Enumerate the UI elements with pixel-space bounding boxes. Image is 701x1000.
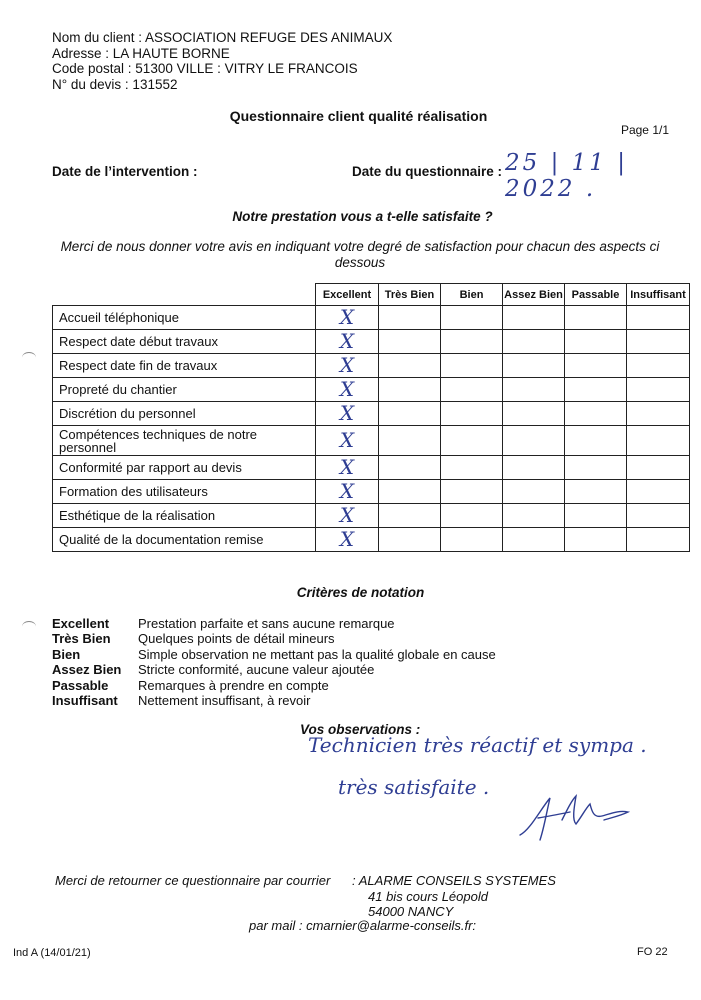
rating-cell[interactable] [379,402,441,426]
rating-cell[interactable] [503,456,565,480]
rating-cell[interactable] [316,378,379,402]
rating-cell[interactable] [627,306,690,330]
table-row [53,426,690,456]
rating-cell[interactable] [379,456,441,480]
questionnaire-date-handwritten: 25 | 11 | 2022 . [505,150,628,202]
rating-cell[interactable] [503,426,565,456]
criteria-item [52,631,496,646]
observations-label: Vos observations : [300,722,421,737]
handwritten-check-mark: X [339,428,355,452]
scan-punch-mark [22,621,36,632]
rating-cell[interactable] [441,456,503,480]
rating-cell[interactable] [503,330,565,354]
column-header: Assez Bien [503,284,565,306]
rating-cell[interactable] [565,378,627,402]
table-row [53,354,690,378]
rating-cell[interactable] [627,330,690,354]
observation-handwritten-line: Technicien très réactif et sympa . [308,733,647,757]
table-row [53,306,690,330]
intervention-date-label: Date de l’intervention : [52,164,198,179]
column-header: Passable [565,284,627,306]
rating-cell[interactable] [565,456,627,480]
criteria-title: Critères de notation [296,585,425,600]
client-address: Adresse : LA HAUTE BORNE [52,45,230,61]
intro-text: Merci de nous donner votre avis en indiquant votre degré de satisfaction pour chacun des aspects ci dessous [60,239,660,270]
rating-cell[interactable] [316,330,379,354]
table-row [53,330,690,354]
quote-number: N° du devis : 131552 [52,76,178,92]
criteria-description: Nettement insuffisant, à revoir [138,693,311,709]
rating-cell[interactable] [441,504,503,528]
criteria-item [52,662,496,677]
rating-cell[interactable] [503,306,565,330]
rating-cell[interactable] [503,378,565,402]
rating-cell[interactable] [627,528,690,552]
rating-cell[interactable] [627,426,690,456]
rating-cell[interactable] [565,402,627,426]
rating-cell[interactable] [441,354,503,378]
rating-cell[interactable] [316,504,379,528]
handwritten-check-mark: X [339,305,355,329]
table-row [53,504,690,528]
table-row [53,402,690,426]
company-city: 54000 NANCY [368,904,454,919]
handwritten-check-mark: X [339,527,355,551]
rating-cell[interactable] [316,456,379,480]
handwritten-check-mark: X [339,377,355,401]
rating-cell[interactable] [503,402,565,426]
rating-cell[interactable] [565,354,627,378]
aspect-label: Esthétique de la réalisation [53,504,316,528]
criteria-term: Insuffisant [52,693,118,709]
rating-cell[interactable] [503,528,565,552]
table-body [53,306,690,552]
satisfaction-table [52,283,690,552]
rating-cell[interactable] [379,528,441,552]
criteria-item [52,647,496,662]
handwritten-check-mark: X [339,455,355,479]
criteria-term: Bien [52,646,81,662]
rating-cell[interactable] [379,426,441,456]
criteria-item [52,678,496,693]
return-instructions: Merci de retourner ce questionnaire par courrier [55,873,331,888]
table-row [53,456,690,480]
rating-cell[interactable] [379,306,441,330]
rating-cell[interactable] [627,504,690,528]
client-postal: Code postal : 51300 VILLE : VITRY LE FRANCOIS [52,61,358,76]
handwritten-check-mark: X [339,401,355,425]
signature [510,790,640,845]
rating-cell[interactable] [565,330,627,354]
aspect-label: Conformité par rapport au devis [53,456,316,480]
observation-handwritten-line: très satisfaite . [338,775,490,799]
rating-cell[interactable] [565,528,627,552]
rating-cell[interactable] [441,402,503,426]
company-street: 41 bis cours Léopold [368,888,488,904]
aspect-label: Qualité de la documentation remise [53,528,316,552]
criteria-list [52,616,496,708]
rating-cell[interactable] [441,426,503,456]
rating-cell[interactable] [565,306,627,330]
handwritten-check-mark: X [339,353,355,377]
scan-punch-mark [22,352,36,363]
rating-cell[interactable] [627,378,690,402]
form-code: FO 22 [637,946,668,958]
rating-cell[interactable] [316,402,379,426]
table-row [53,480,690,504]
aspect-label: Compétences techniques de notre personnel [53,426,316,456]
criteria-item [52,616,496,631]
rating-cell[interactable] [565,426,627,456]
aspect-label: Respect date fin de travaux [53,354,316,378]
rating-cell[interactable] [379,480,441,504]
rating-cell[interactable] [379,354,441,378]
column-header: Bien [441,284,503,306]
column-header: Insuffisant [627,284,690,306]
rating-cell[interactable] [316,426,379,456]
rating-cell[interactable] [316,480,379,504]
criteria-description: Stricte conformité, aucune valeur ajoutée [138,662,375,678]
table-row [53,528,690,552]
column-header: Très Bien [379,284,441,306]
criteria-term: Très Bien [52,631,111,647]
aspect-label: Discrétion du personnel [53,402,316,426]
page-number: Page 1/1 [620,123,669,137]
rating-cell[interactable] [565,480,627,504]
rating-cell[interactable] [441,330,503,354]
rating-cell[interactable] [379,504,441,528]
criteria-term: Passable [52,677,109,693]
table-row [53,378,690,402]
return-email: par mail : cmarnier@alarme-conseils.fr: [249,918,477,933]
rating-cell[interactable] [316,528,379,552]
rating-cell[interactable] [316,306,379,330]
criteria-item [52,693,496,708]
rating-cell[interactable] [441,378,503,402]
rating-cell[interactable] [565,504,627,528]
satisfaction-question: Notre prestation vous a t-elle satisfaite ? [232,209,493,224]
column-header: Excellent [316,284,379,306]
criteria-description: Quelques points de détail mineurs [138,631,335,647]
rating-cell[interactable] [627,480,690,504]
criteria-description: Simple observation ne mettant pas la qualité globale en cause [138,646,496,662]
aspect-label: Formation des utilisateurs [53,480,316,504]
rating-cell[interactable] [379,378,441,402]
rating-cell[interactable] [441,306,503,330]
criteria-description: Remarques à prendre en compte [138,677,329,693]
aspect-label: Respect date début travaux [53,330,316,354]
handwritten-check-mark: X [339,479,355,503]
rating-cell[interactable] [503,354,565,378]
return-address [352,873,556,920]
client-name: Nom du client : ASSOCIATION REFUGE DES ANIMAUX [52,30,393,45]
rating-cell[interactable] [316,354,379,378]
rating-cell[interactable] [627,456,690,480]
client-info-block [52,30,392,92]
questionnaire-date-label: Date du questionnaire : [352,164,503,179]
rating-cell[interactable] [379,330,441,354]
handwritten-check-mark: X [339,329,355,353]
criteria-term: Assez Bien [52,662,122,678]
rating-cell[interactable] [503,504,565,528]
criteria-term: Excellent [52,616,110,631]
table-header-row [53,284,690,306]
criteria-description: Prestation parfaite et sans aucune remarque [138,616,395,631]
header-blank-cell [53,284,316,306]
form-title: Questionnaire client qualité réalisation [229,108,488,124]
rating-cell[interactable] [503,480,565,504]
rating-cell[interactable] [441,528,503,552]
handwritten-check-mark: X [339,503,355,527]
rating-cell[interactable] [627,402,690,426]
company-name: : ALARME CONSEILS SYSTEMES [352,873,556,888]
rating-cell[interactable] [627,354,690,378]
aspect-label: Propreté du chantier [53,378,316,402]
rating-cell[interactable] [441,480,503,504]
aspect-label: Accueil téléphonique [53,306,316,330]
document-revision: Ind A (14/01/21) [13,947,91,959]
